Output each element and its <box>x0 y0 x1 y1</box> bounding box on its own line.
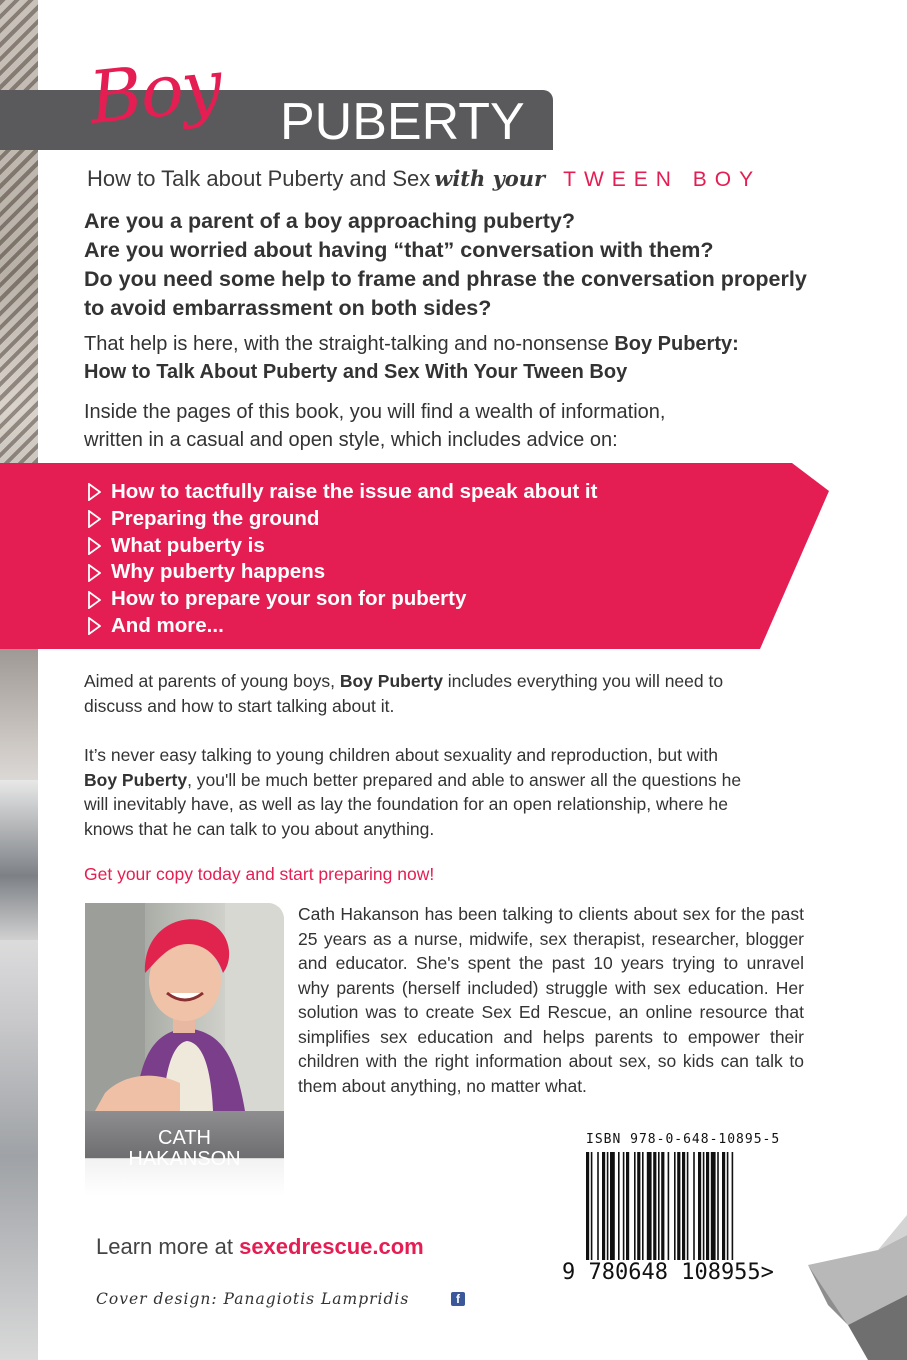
never-easy-line4: knows that he can talk to you about anything. <box>84 818 435 839</box>
question-line: Do you need some help to frame and phrase the conversation properly <box>84 267 807 291</box>
barcode-bar <box>711 1152 716 1260</box>
inside-line2: written in a casual and open style, which includes advice on: <box>84 429 618 451</box>
barcode-bar <box>687 1152 689 1260</box>
bullet-text: And more... <box>111 613 224 637</box>
bullet-text: How to prepare your son for puberty <box>111 587 467 611</box>
author-photo <box>85 903 284 1111</box>
barcode-bar <box>682 1152 685 1260</box>
barcode <box>586 1152 786 1260</box>
intro-questions <box>84 207 824 323</box>
barcode-bar <box>661 1152 664 1260</box>
help-paragraph <box>84 330 824 386</box>
bullet-text: How to tactfully raise the issue and speak about it <box>111 480 598 503</box>
barcode-bar <box>693 1152 695 1260</box>
triangle-bullet-icon <box>88 510 101 528</box>
barcode-bar <box>722 1152 725 1260</box>
question-line: Are you worried about having “that” conversation with them? <box>84 238 714 262</box>
paper-crane-graphic <box>808 1195 907 1360</box>
subtitle <box>87 166 761 192</box>
help-text: That help is here, with the straight-talking and no-nonsense <box>84 333 615 355</box>
never-easy-paragraph <box>84 743 804 841</box>
barcode-bar <box>637 1152 640 1260</box>
barcode-bar <box>623 1152 625 1260</box>
barcode-bar <box>647 1152 652 1260</box>
learn-more-prefix: Learn more at <box>96 1234 240 1259</box>
barcode-bar <box>626 1152 629 1260</box>
question-line: Are you a parent of a boy approaching puberty? <box>84 209 575 233</box>
never-easy-line3: will inevitably have, as well as lay the foundation for an open relationship, where he <box>84 794 728 814</box>
triangle-bullet-icon <box>88 591 101 609</box>
isbn-digits: 9 780648 108955> <box>562 1260 774 1285</box>
barcode-bar <box>658 1152 660 1260</box>
barcode-bar <box>732 1152 734 1260</box>
bullet-item <box>88 586 597 613</box>
triangle-bullet-icon <box>88 483 101 501</box>
cover-design-credit: Cover design: Panagiotis Lampridis <box>96 1290 410 1308</box>
bullet-item <box>88 613 597 640</box>
facebook-icon[interactable]: f <box>451 1292 465 1306</box>
barcode-bar <box>597 1152 599 1260</box>
never-easy-line2: , you'll be much better prepared and able to answer all the questions he <box>187 769 742 790</box>
barcode-bar <box>703 1152 705 1260</box>
inside-paragraph <box>84 398 824 454</box>
author-name <box>85 1128 284 1170</box>
left-photo-strip <box>0 0 38 1360</box>
aimed-line2: discuss and how to start talking about it. <box>84 695 395 716</box>
barcode-bar <box>586 1152 589 1260</box>
title-boy: Boy <box>85 42 225 140</box>
aimed-bold: Boy Puberty <box>339 671 443 691</box>
barcode-bar <box>717 1152 719 1260</box>
barcode-bar <box>698 1152 701 1260</box>
isbn-label: ISBN 978-0-648-10895-5 <box>586 1132 781 1147</box>
aimed-prefix: Aimed at parents of young boys, <box>84 671 340 691</box>
subtitle-with-your: with your <box>434 166 546 191</box>
barcode-bar <box>706 1152 709 1260</box>
subtitle-tween-boy: TWEEN BOY <box>563 168 762 191</box>
aimed-suffix: includes everything you will need to <box>442 671 724 691</box>
barcode-bar <box>727 1152 729 1260</box>
triangle-bullet-icon <box>88 564 101 582</box>
question-line: to avoid embarrassment on both sides? <box>84 296 492 320</box>
help-title-line2: How to Talk About Puberty and Sex With Your Tween Boy <box>84 361 628 383</box>
barcode-bar <box>677 1152 680 1260</box>
bullet-item <box>88 533 597 560</box>
help-title-line1: Boy Puberty: <box>614 333 739 355</box>
bullet-list <box>88 479 597 640</box>
barcode-bar <box>642 1152 644 1260</box>
bullet-text: Why puberty happens <box>111 560 326 584</box>
never-easy-bold: Boy Puberty <box>84 769 188 790</box>
subtitle-main: How to Talk about Puberty and Sex <box>87 166 431 191</box>
website-link[interactable]: sexedrescue.com <box>239 1234 424 1259</box>
barcode-bar <box>618 1152 620 1260</box>
bullet-item <box>88 506 597 533</box>
barcode-bar <box>634 1152 636 1260</box>
call-to-action: Get your copy today and start preparing now! <box>84 864 435 884</box>
barcode-bar <box>653 1152 656 1260</box>
car-photo-fragment <box>0 780 38 940</box>
title-puberty: PUBERTY <box>280 93 525 151</box>
author-name-line1: CATH <box>158 1127 211 1149</box>
learn-more <box>96 1234 424 1260</box>
barcode-bar <box>607 1152 609 1260</box>
brick-pattern <box>0 0 38 470</box>
bullet-text: Preparing the ground <box>111 506 320 530</box>
barcode-bar <box>591 1152 593 1260</box>
never-easy-line1: It’s never easy talking to young children about sexuality and reproduction, but with <box>84 745 718 765</box>
author-name-plate <box>85 1111 284 1196</box>
bullet-item <box>88 559 597 586</box>
bullet-text: What puberty is <box>111 533 265 557</box>
inside-line1: Inside the pages of this book, you will find a wealth of information, <box>84 401 666 423</box>
triangle-bullet-icon <box>88 617 101 635</box>
author-bio: Cath Hakanson has been talking to clients about sex for the past 25 years as a nurse, midwife, sex therapist, researcher, blogger and educator. She's spent the past 10 years trying to unravel why parents (herself included) struggle with sex education. Her solution was to create Sex Ed Rescue, an online resource that simplifies sex education and helps parents to empower their children with the right information about sex, so kids can talk to them about anything, no matter what. <box>298 904 804 1096</box>
bullet-item <box>88 479 597 506</box>
author-name-line2: HAKANSON <box>128 1148 241 1170</box>
triangle-bullet-icon <box>88 537 101 555</box>
barcode-bar <box>610 1152 615 1260</box>
barcode-bar <box>674 1152 676 1260</box>
barcode-bar <box>602 1152 605 1260</box>
barcode-bar <box>668 1152 670 1260</box>
aimed-paragraph <box>84 669 804 718</box>
